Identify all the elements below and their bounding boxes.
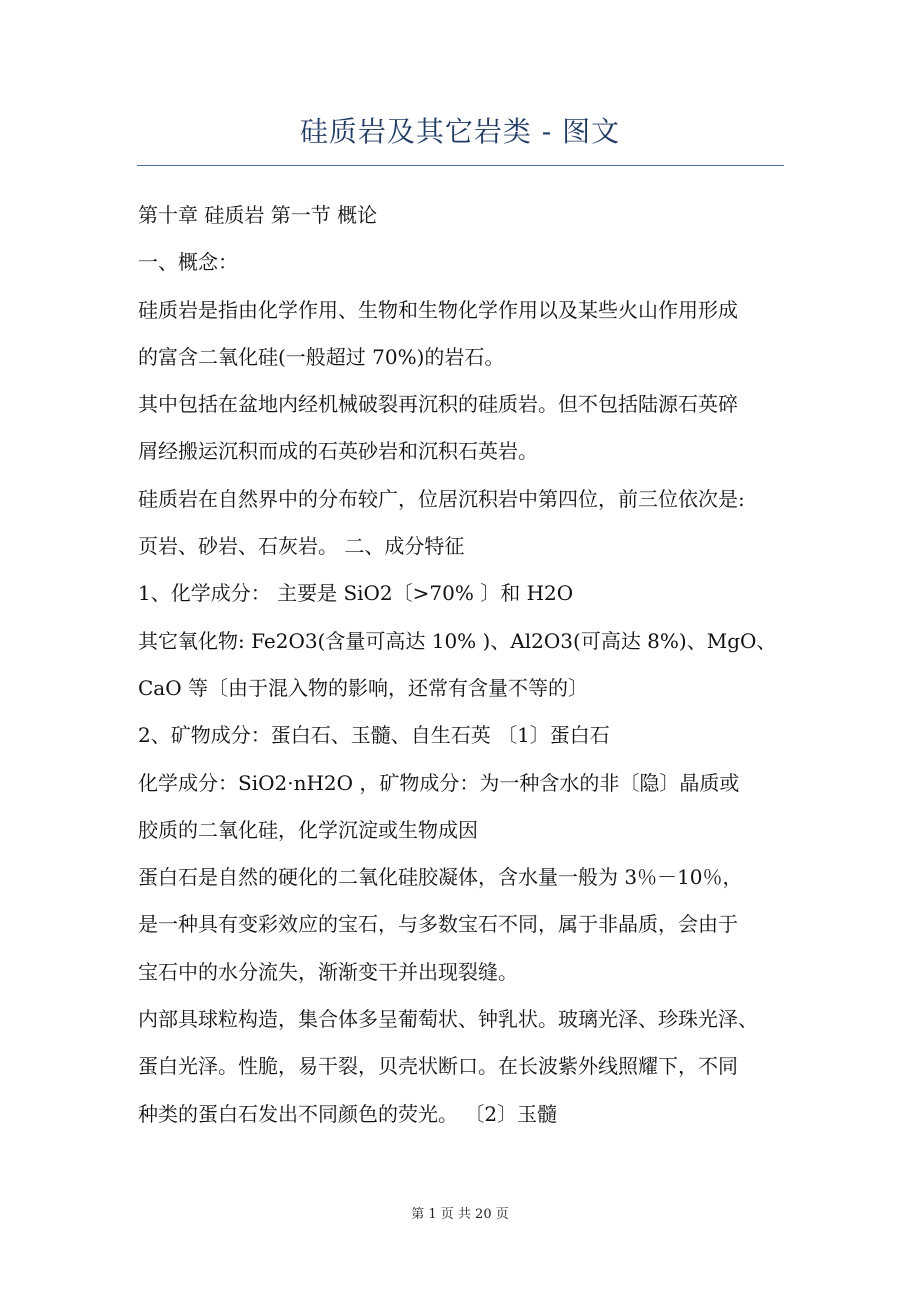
body-line: 1、化学成分： 主要是 SiO2〔>70% 〕和 H2O — [138, 581, 574, 606]
body-line: 硅质岩是指由化学作用、生物和生物化学作用以及某些火山作用形成 — [138, 297, 738, 322]
body-line: 第十章 硅质岩 第一节 概论 — [138, 203, 378, 227]
body-line: 一、概念： — [138, 250, 238, 275]
body-line: 屑经搬运沉积而成的石英砂岩和沉积石英岩。 — [138, 439, 538, 464]
body-line: 胶质的二氧化硅，化学沉淀或生物成因 — [138, 817, 478, 842]
body-line: 硅质岩在自然界中的分布较广，位居沉积岩中第四位，前三位依次是: — [138, 486, 745, 511]
body-line: 宝石中的水分流失，渐渐变干并出现裂缝。 — [138, 959, 518, 984]
body-line: 化学成分：SiO2·nH2O ，矿物成分：为一种含水的非〔隐〕晶质或 — [138, 770, 740, 795]
body-line: 蛋白光泽。性脆，易干裂，贝壳状断口。在长波紫外线照耀下，不同 — [138, 1054, 738, 1079]
document-body — [138, 192, 798, 1138]
body-line: 的富含二氧化硅(一般超过 70%)的岩石。 — [138, 344, 505, 369]
body-line: 2、矿物成分：蛋白石、玉髓、自生石英 〔1〕蛋白石 — [138, 723, 610, 748]
body-line: 内部具球粒构造，集合体多呈葡萄状、钟乳状。玻璃光泽、珍珠光泽、 — [138, 1007, 758, 1032]
page-footer: 第 1 页 共 20 页 — [411, 1207, 509, 1222]
body-line: 其它氧化物: Fe2O3(含量可高达 10% )、Al2O3(可高达 8%)、MgO、 — [138, 628, 777, 653]
title-divider — [137, 165, 784, 166]
body-line: CaO 等〔由于混入物的影响，还常有含量不等的〕 — [138, 675, 588, 700]
body-line: 种类的蛋白石发出不同颜色的荧光。 〔2〕玉髓 — [138, 1101, 558, 1126]
body-line: 其中包括在盆地内经机械破裂再沉积的硅质岩。但不包括陆源石英碎 — [138, 392, 738, 417]
body-line: 蛋白石是自然的硬化的二氧化硅胶凝体，含水量一般为 3％－10％， — [138, 865, 743, 890]
body-line: 页岩、砂岩、石灰岩。 二、成分特征 — [138, 534, 465, 559]
body-line: 是一种具有变彩效应的宝石，与多数宝石不同，属于非晶质，会由于 — [138, 912, 738, 937]
document-title: 硅质岩及其它岩类 - 图文 — [299, 115, 621, 148]
